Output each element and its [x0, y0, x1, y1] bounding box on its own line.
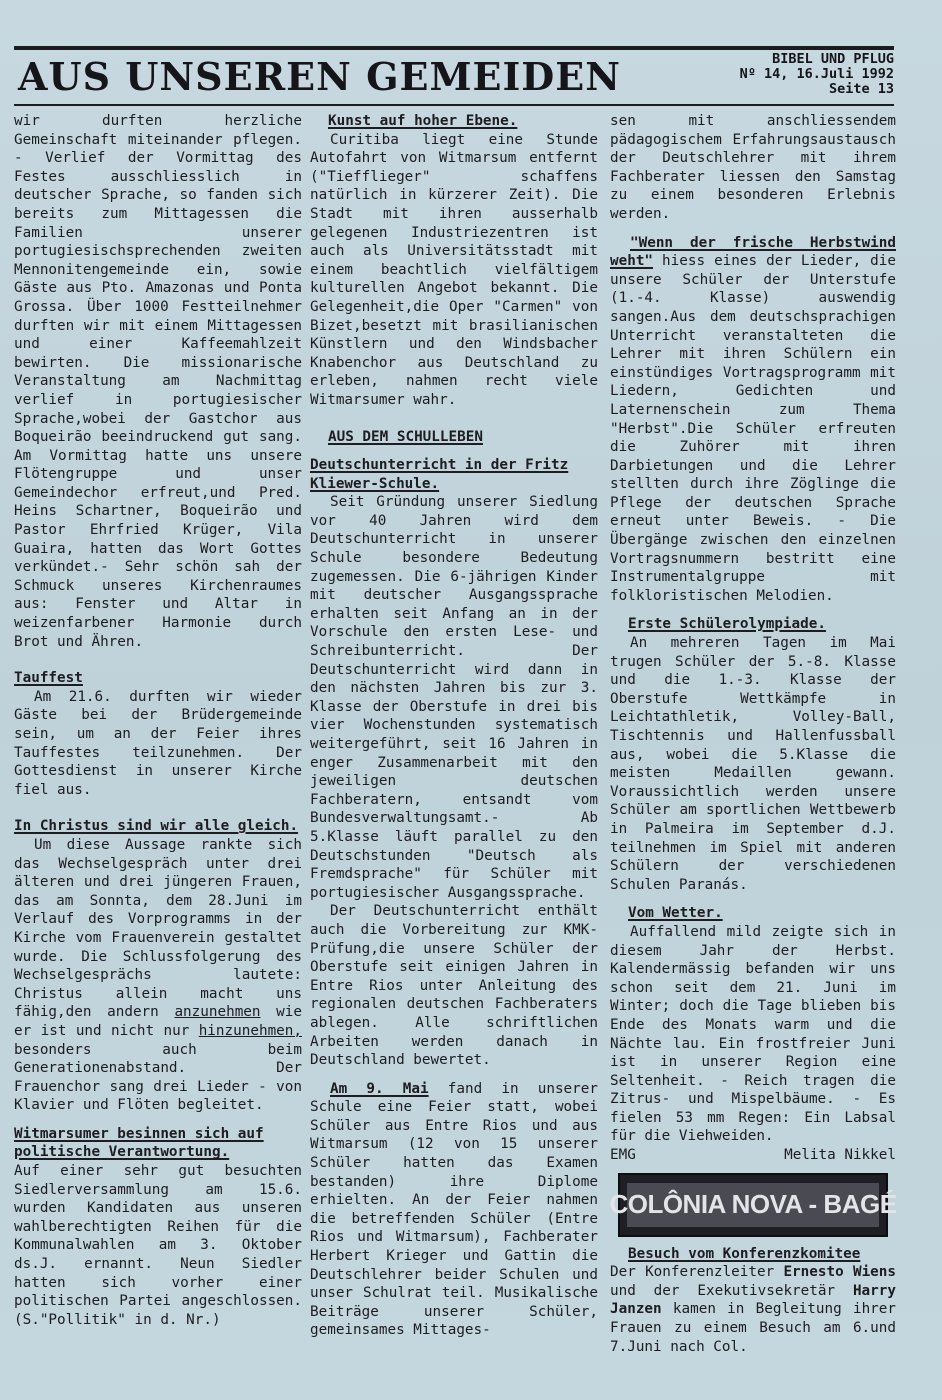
heading-olympiade: Erste Schülerolympiade. — [628, 616, 826, 633]
signature-line — [610, 1146, 896, 1165]
article-text — [610, 234, 896, 606]
banner-inner — [609, 1183, 897, 1227]
column-2 — [310, 112, 598, 1340]
heading-schulleben: AUS DEM SCHULLEBEN — [328, 428, 483, 445]
column-1 — [14, 112, 302, 1329]
header-rule-top — [14, 46, 894, 50]
text-run: hiess eines der Lieder, die unsere Schüler der Unterstufe (1.-4. Klasse) auswendig sangen.Aus dem deutschsprachigen Unterricht veranstalteten die Lehrer mit ihren Schülern ein einstündiges Vortragsprogramm mit Liedern, Gedichten und Laternenschein zum Thema "Herbst".Die Schüler erfreuten die Zuhörer mit ihren Darbietungen und die Lehrer stellten durch ihre Zöglinge die Pflege der deutschen Sprache erneut unter Beweis. - Die Übergänge zwischen den einzelnen Vortragsnummern bestritt eine Instrumentalgruppe mit folkloristischen Melodien. — [610, 253, 896, 604]
section-title: AUS UNSEREN GEMEIDEN — [18, 54, 621, 99]
publication-name: BIBEL UND PFLUG — [772, 51, 894, 67]
article-text: Seit Gründung unserer Siedlung vor 40 Jahren wird dem Deutschunterricht in unserer Schule besondere Bedeutung zugemessen. Die 6-jährigen Kinder mit deutscher Ausgangssprache erhalten seit Anfang an in der Vorschule den ersten Lese- und Schreibunterricht. Der Deutschunterricht wird dann in den nächsten Jahren bis zur 3. Klasse der Oberstufe in drei bis vier Wochenstunden systematisch weitergeführt, seit 16 Jahren in enger Zusammenarbeit mit den jeweiligen deutschen Fachberatern, entsandt vom Bundesverwaltungsamt.- Ab 5.Klasse läuft parallel zu den Deutschstunden "Deutsch als Fremdsprache" für Schüler mit portugiesischer Ausgangssprache. — [310, 494, 598, 901]
article-text: Auffallend mild zeigte sich in diesem Jahr der Herbst. Kalendermässig befanden wir uns schon seit dem 21. Juni im Winter; doch die Tage blieben bis Ende des Monats warm und die Nächte lau. Ein frostfreier Juni ist in unserer Region eine Seltenheit. - Reich tragen die Zitrus- und Mispelbäume. - Es fielen 53 mm Regen: Ein Labsal für die Viehweiden. — [610, 923, 896, 1145]
heading-christus: In Christus sind wir alle gleich. — [14, 818, 299, 835]
heading-herbstwind: "Wenn der frische Herbstwind weht" — [610, 234, 896, 270]
text-run: wie er ist und nicht nur — [14, 1004, 302, 1039]
article-text — [610, 1263, 896, 1356]
signature-author: Melita Nikkel — [784, 1147, 896, 1164]
text-run: Um diese Aussage rankte sich das Wechselgespräch unter drei älteren und drei jüngeren Frauen, das am Sonnta, dem 28.Juni im Verlauf des Vorprogramms in der Kirche vom Frauenverein gestaltet wurde. Die Schlussfolgerung des Wechselgesprächs lautete: Christus allein macht uns fähig,den andern — [14, 836, 302, 1021]
name-bold: Ernesto Wiens — [783, 1264, 896, 1281]
text-run: Der Konferenzleiter — [610, 1264, 784, 1281]
heading-kunst: Kunst auf hoher Ebene. — [328, 113, 518, 129]
heading-witmarsumer: Witmarsumer besinnen sich auf politische Verantwortung. — [14, 1125, 264, 1161]
text-run: kamen in Begleitung ihrer Frauen zu einem Besuch am 6.und 7.Juni nach Col. — [610, 1301, 896, 1355]
heading-deutschunterricht: Deutschunterricht in der Fritz Kliewer-Schule. — [310, 457, 569, 492]
article-text: Curitiba liegt eine Stunde Autofahrt von Witmarsum entfernt ("Tiefflieger" schaffens natürlich in kürzerer Zeit). Die Stadt mit ihren ausserhalb gelegenen Industriezentren ist auch als Universitätsstadt mit einem beachtlich vielfältigem kulturellen Angebot bekannt. Die Gelegenheit,die Oper "Carmen" von Bizet,besetzt mit brasilianischen Künstlern und den Windsbacher Knabenchor aus Deutschland zu erleben, nahmen recht viele Witmarsumer wahr. — [310, 131, 598, 408]
article-text — [310, 1080, 598, 1340]
underlined-word: anzunehmen — [174, 1004, 261, 1021]
page-number: Seite 13 — [828, 81, 894, 97]
heading-9-mai: Am 9. Mai — [330, 1080, 429, 1097]
article-text: sen mit anschliessendem pädagogischem Erfahrungsaustausch der Deutschlehrer mit ihrem Fachberater liessen den Samstag zu einem besonderen Erlebnis werden. — [610, 113, 896, 222]
header-rule-bottom — [14, 104, 894, 106]
text-run: und der Exekutivsekretär — [610, 1282, 853, 1299]
article-text: Der Deutschunterricht enthält auch die Vorbereitung zur KMK-Prüfung,die unsere Schüler der Oberstufe seit einigen Jahren in Entre Rios unter Anleitung des regionalen deutschen Fachberaters ablegen. Alle schriftlichen Arbeiten werden danach in Deutschland bewertet. — [310, 903, 598, 1069]
article-text: Am 21.6. durften wir wieder Gäste bei der Brüdergemeinde sein, um an der Feier ihres Tauffestes teilzunehmen. Der Gottesdienst in unserer Kirche fiel aus. — [14, 688, 302, 798]
article-text — [14, 836, 302, 1115]
issue-number: Nº 14, 16.Juli 1992 — [739, 66, 894, 82]
heading-tauffest: Tauffest — [14, 670, 83, 687]
heading-wetter: Vom Wetter. — [628, 905, 723, 922]
section-banner — [609, 1173, 897, 1237]
banner-title: COLÔNIA NOVA - BAGÉ — [609, 1189, 897, 1220]
text-run: besonders auch beim Generationenabstand. Der Frauenchor sang drei Lieder - von Klavier und Flöten begleitet. — [14, 1041, 302, 1114]
column-3 — [610, 112, 896, 1356]
signature-initials: EMG — [610, 1147, 636, 1164]
heading-besuch: Besuch vom Konferenzkomitee — [628, 1245, 861, 1262]
article-text: Auf einer sehr gut besuchten Siedlerversammlung am 15.6. wurden Kandidaten aus unseren wahlberechtigten Reihen für die Kommunalwahlen am 3. Oktober ds.J. ernannt. Neun Siedler hatten sich vorher einer politischen Partei angeschlossen. (S."Pollitik" in d. Nr.) — [14, 1163, 302, 1328]
publication-info — [740, 52, 894, 97]
underlined-word: hinzunehmen, — [198, 1022, 302, 1039]
article-text: An mehreren Tagen im Mai trugen Schüler der 5.-8. Klasse und die 1.-3. Klasse der Oberstufe Wettkämpfe in Leichtathletik, Volley-Ball, Tischtennis und Hallenfussball aus, wobei die 5.Klasse die meisten Medaillen gewann. Voraussichtlich werden unsere Schüler am sportlichen Wettbewerb in Palmeira im September d.J. teilnehmen im Spiel mit anderen Schülern der verschiedenen Schulen Paranás. — [610, 635, 896, 893]
article-text: wir durften herzliche Gemeinschaft miteinander pflegen. - Verlief der Vormittag des Festes ausschliesslich in deutscher Sprache, so fanden sich bereits zum Mittagessen die Familien unserer portugiesischsprechenden zweiten Mennonitengemeinde ein, sowie Gäste aus Pto. Amazonas und Ponta Grossa. Über 1000 Festteilnehmer durften wir mit einem Mittagessen und einer Kaffeemahlzeit bewirten. Die missionarische Veranstaltung am Nachmittag verlief in portugiesischer Sprache,wobei der Gastchor aus Boqueirão beeindruckend gut sang. Am Vormittag hatte uns unsere Flötengruppe und unser Gemeindechor erfreut,und Pred. Heins Schartner, Boqueirão und Pastor Ehrfried Krüger, Vila Guaira, hatten das Wort Gottes verkündet.- Sehr schön sah der Schmuck unseres Kirchenraumes aus: Fenster und Altar in weizenfarbener Harmonie durch Brot und Ähren. — [14, 113, 302, 650]
name-bold: Harry Janzen — [610, 1282, 896, 1318]
text-run: fand in unserer Schule eine Feier statt, wobei Schüler aus Entre Rios und aus Witmarsum (12 von 15 unserer Schüler hatten das Examen bestanden) ihre Diplome erhielten. An der Feier nahmen die betreffenden Schüler (Entre Rios und Witmarsum), Fachberater Herbert Krieger und Gattin die Deutschlehrer beider Schulen und unser Schulrat teil. Musikalische Beiträge unserer Schüler, gemeinsames Mittages- — [310, 1080, 598, 1339]
